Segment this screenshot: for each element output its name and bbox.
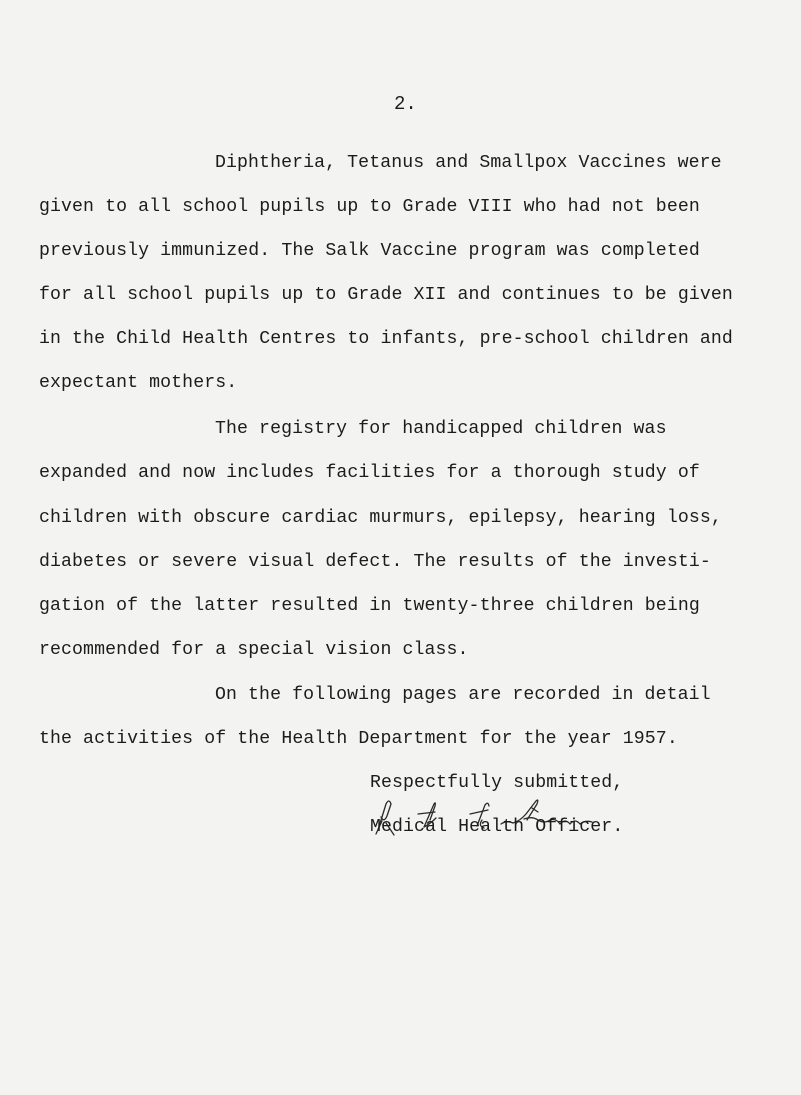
paragraph-2-line-1: The registry for handicapped children was [215, 419, 667, 439]
paragraph-3-line-1: On the following pages are recorded in detail [215, 685, 711, 705]
paragraph-1-line-2: given to all school pupils up to Grade VIII who had not been [39, 197, 700, 217]
paragraph-2-line-4: diabetes or severe visual defect. The results of the investi- [39, 552, 711, 572]
paragraph-1-line-4: for all school pupils up to Grade XII and continues to be given [39, 285, 733, 305]
paragraph-2-line-5: gation of the latter resulted in twenty-three children being [39, 596, 700, 616]
paragraph-2-line-3: children with obscure cardiac murmurs, epilepsy, hearing loss, [39, 508, 722, 528]
paragraph-3-line-2: the activities of the Health Department for the year 1957. [39, 729, 678, 749]
closing-title: Medical Health Officer. [370, 817, 624, 837]
paragraph-1-line-1: Diphtheria, Tetanus and Smallpox Vaccines were [215, 153, 722, 173]
paragraph-1-line-6: expectant mothers. [39, 373, 238, 393]
paragraph-2-line-6: recommended for a special vision class. [39, 640, 469, 660]
page-number: 2. [394, 93, 417, 115]
paragraph-2-line-2: expanded and now includes facilities for a thorough study of [39, 463, 700, 483]
closing-salutation: Respectfully submitted, [370, 773, 624, 793]
paragraph-1-line-5: in the Child Health Centres to infants, pre-school children and [39, 329, 733, 349]
paragraph-1-line-3: previously immunized. The Salk Vaccine program was completed [39, 241, 700, 261]
